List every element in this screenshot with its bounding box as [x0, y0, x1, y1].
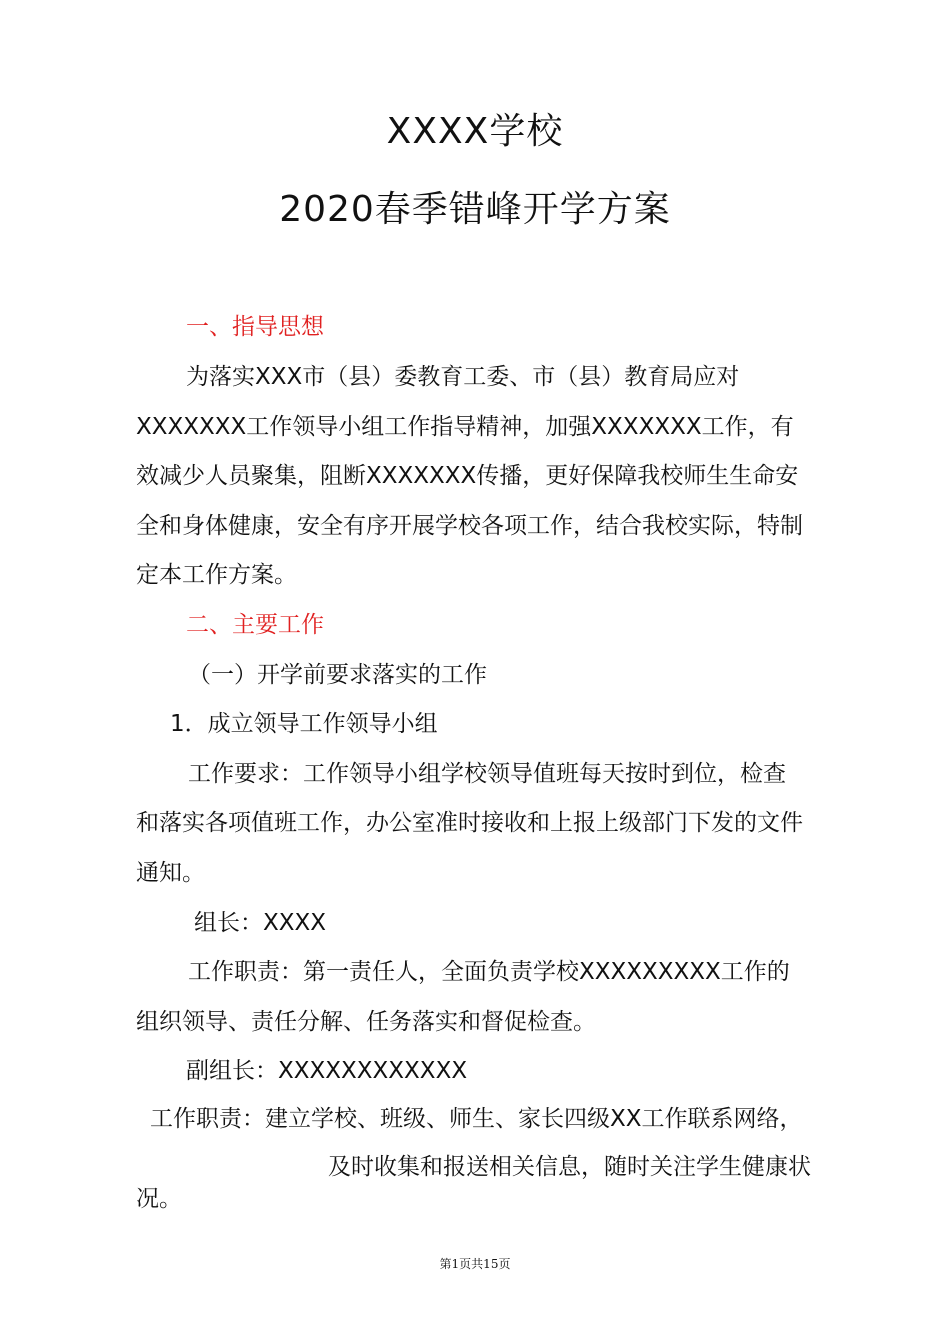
paragraph-line: 为落实XXX市（县）委教育工委、市（县）教育局应对 — [186, 364, 740, 390]
document-title-line1: XXXX学校 — [386, 111, 564, 152]
section-heading-main-work: 二、主要工作 — [186, 612, 324, 638]
paragraph-line: 定本工作方案。 — [136, 562, 297, 588]
paragraph-line: 工作要求：工作领导小组学校领导值班每天按时到位，检查 — [188, 761, 786, 787]
deputy-leader-line: 副组长：XXXXXXXXXXXX — [186, 1058, 468, 1084]
subsection-heading: （一）开学前要求落实的工作 — [188, 662, 487, 688]
leader-line: 组长：XXXX — [194, 910, 327, 936]
list-item-heading: 1．成立领导工作领导小组 — [170, 711, 438, 737]
document-title-line2: 2020春季错峰开学方案 — [279, 189, 671, 230]
paragraph-line: 及时收集和报送相关信息，随时关注学生健康状 — [328, 1154, 811, 1180]
paragraph-line: 和落实各项值班工作，办公室准时接收和上报上级部门下发的文件 — [136, 810, 803, 836]
paragraph-line: 效减少人员聚集，阻断XXXXXXX传播，更好保障我校师生生命安 — [136, 463, 799, 489]
paragraph-line: 全和身体健康，安全有序开展学校各项工作，结合我校实际，特制 — [136, 513, 803, 539]
page-number-footer: 第1页共15页 — [439, 1257, 511, 1271]
paragraph-line: 组织领导、责任分解、任务落实和督促检查。 — [136, 1009, 596, 1035]
paragraph-line: 通知。 — [136, 860, 205, 886]
section-heading-guiding-ideology: 一、指导思想 — [186, 314, 324, 340]
paragraph-line: 工作职责：第一责任人，全面负责学校XXXXXXXXX工作的 — [188, 959, 790, 985]
paragraph-line: 况。 — [136, 1186, 182, 1212]
paragraph-line: 工作职责：建立学校、班级、师生、家长四级XX工作联系网络， — [150, 1106, 803, 1132]
paragraph-line: XXXXXXX工作领导小组工作指导精神，加强XXXXXXX工作，有 — [136, 414, 794, 440]
